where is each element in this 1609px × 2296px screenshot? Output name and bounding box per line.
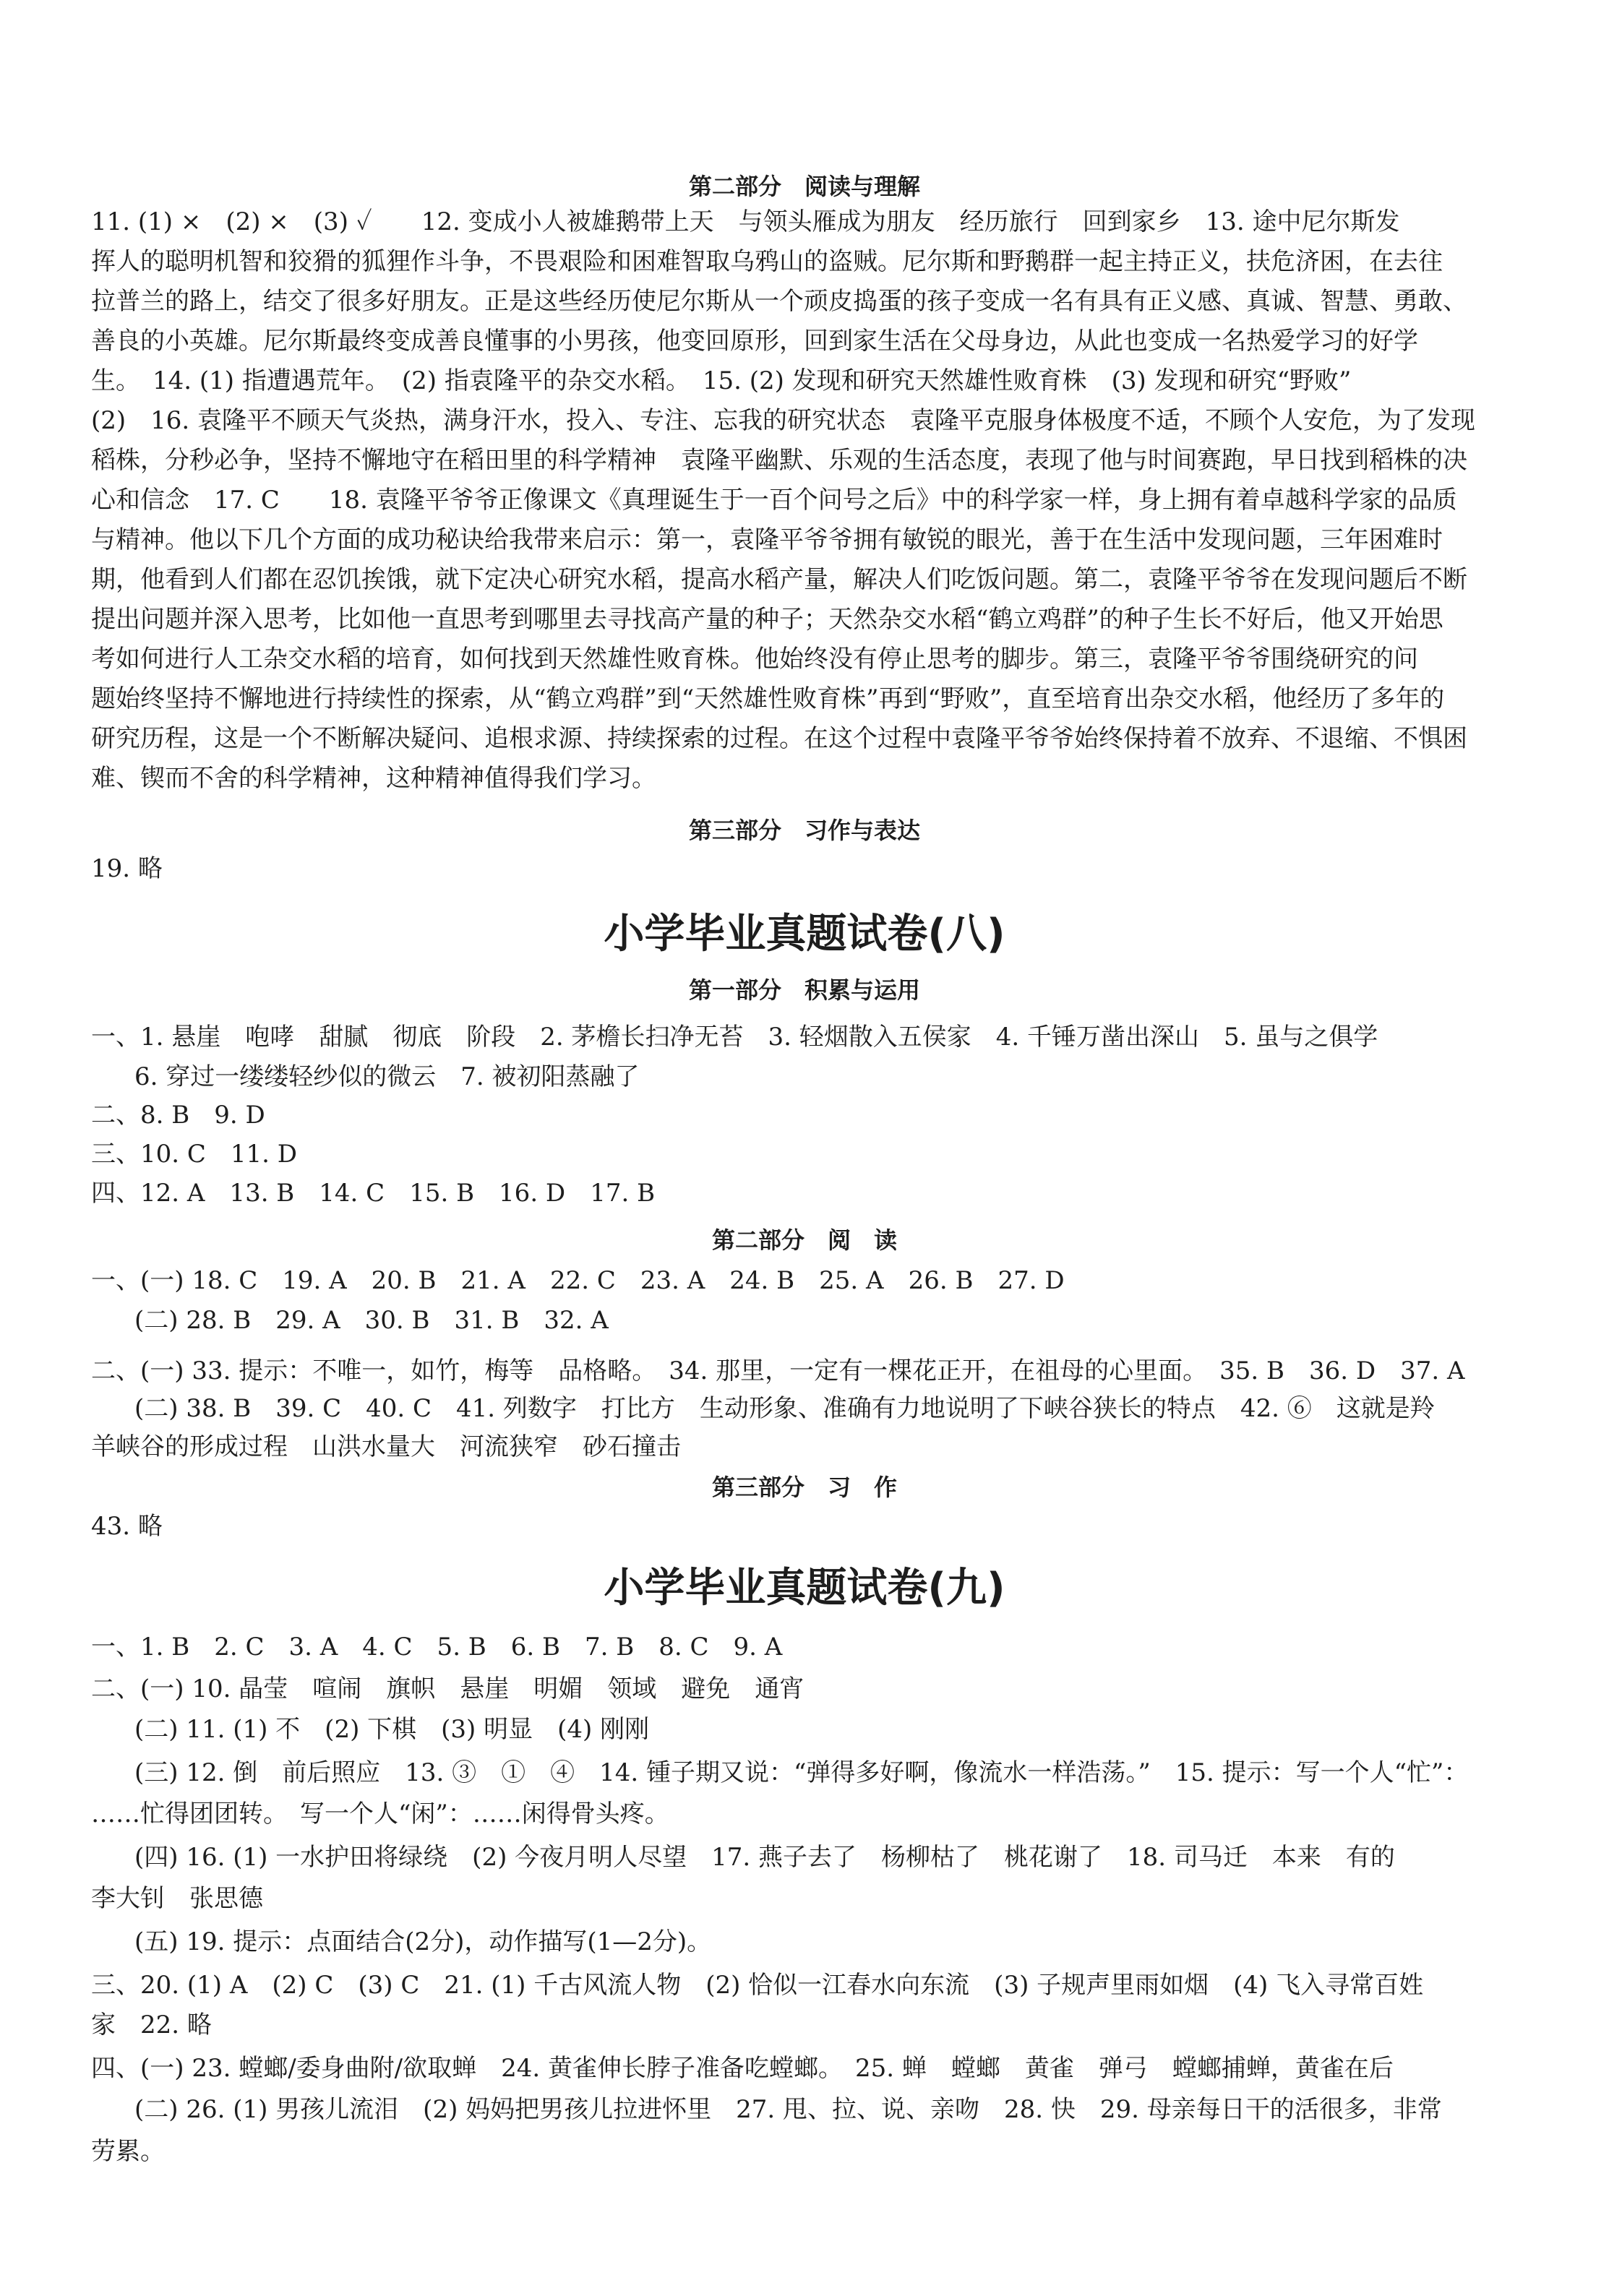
- answer-line: 李大钊 张思德: [91, 1884, 263, 1913]
- answer-line: (二) 26. (1) 男孩儿流泪 (2) 妈妈把男孩儿拉进怀里 27. 甩、拉、说、亲吻 28. 快 29. 母亲每日干的活很多，非常: [134, 2095, 1442, 2124]
- answer-line: 一、1. B 2. C 3. A 4. C 5. B 6. B 7. B 8. C 9. A: [91, 1633, 783, 1661]
- answer-line: 羊峡谷的形成过程 山洪水量大 河流狭窄 砂石撞击: [91, 1432, 681, 1461]
- answer-line: 劳累。: [91, 2137, 165, 2166]
- answer-line: 二、8. B 9. D: [91, 1101, 265, 1130]
- answer-line: 拉普兰的路上，结交了很多好朋友。正是这些经历使尼尔斯从一个顽皮捣蛋的孩子变成一名有具有正义感、真诚、智慧、勇敢、: [91, 287, 1467, 316]
- answer-line: (2) 16. 袁隆平不顾天气炎热，满身汗水，投入、专注、忘我的研究状态 袁隆平克服身体极度不适，不顾个人安危，为了发现: [91, 406, 1476, 435]
- answer-line: 稻株，分秒必争，坚持不懈地守在稻田里的科学精神 袁隆平幽默、乐观的生活态度，表现了他与时间赛跑，早日找到稻株的决: [91, 446, 1467, 475]
- section-heading: 第二部分 阅 读: [711, 1226, 897, 1254]
- answer-line: 6. 穿过一缕缕轻纱似的微云 7. 被初阳蒸融了: [134, 1062, 640, 1091]
- answer-line: 三、20. (1) A (2) C (3) C 21. (1) 千古风流人物 (2) 恰似一江春水向东流 (3) 子规声里雨如烟 (4) 飞入寻常百姓: [91, 1971, 1424, 2000]
- answer-line: 二、(一) 10. 晶莹 喧闹 旗帜 悬崖 明媚 领域 避免 通宵: [91, 1674, 804, 1703]
- answer-line: 挥人的聪明机智和狡猾的狐狸作斗争，不畏艰险和困难智取乌鸦山的盗贼。尼尔斯和野鹅群一起主持正义，扶危济困，在去往: [91, 247, 1443, 276]
- answer-line: 二、(一) 33. 提示：不唯一，如竹，梅等 品格略。 34. 那里，一定有一棵花正开，在祖母的心里面。 35. B 36. D 37. A: [91, 1356, 1465, 1385]
- section-heading: 第三部分 习作与表达: [688, 817, 920, 844]
- answer-line: 四、(一) 23. 螳螂/委身曲附/欲取蝉 24. 黄雀伸长脖子准备吃螳螂。 25. 蝉 螳螂 黄雀 弹弓 螳螂捕蝉，黄雀在后: [91, 2054, 1394, 2083]
- answer-line: 难、锲而不舍的科学精神，这种精神值得我们学习。: [91, 764, 656, 793]
- answer-line: 一、(一) 18. C 19. A 20. B 21. A 22. C 23. A 24. B 25. A 26. B 27. D: [91, 1266, 1065, 1295]
- section-heading: 第一部分 积累与运用: [688, 976, 920, 1004]
- answer-line: (四) 16. (1) 一水护田将绿绕 (2) 今夜月明人尽望 17. 燕子去了 杨柳枯了 桃花谢了 18. 司马迁 本来 有的: [134, 1843, 1395, 1872]
- answer-line: 期，他看到人们都在忍饥挨饿，就下定决心研究水稻，提高水稻产量，解决人们吃饭问题。第二，袁隆平爷爷在发现问题后不断: [91, 565, 1467, 594]
- answer-line: 考如何进行人工杂交水稻的培育，如何找到天然雄性败育株。他始终没有停止思考的脚步。第三，袁隆平爷爷围绕研究的问: [91, 645, 1418, 674]
- answer-line: 与精神。他以下几个方面的成功秘诀给我带来启示：第一，袁隆平爷爷拥有敏锐的眼光，善于在生活中发现问题，三年困难时: [91, 525, 1443, 554]
- answer-line: 19. 略: [91, 854, 163, 883]
- answer-line: 题始终坚持不懈地进行持续性的探索，从“鹤立鸡群”到“天然雄性败育株”再到“野败”，直至培育出杂交水稻，他经历了多年的: [91, 684, 1445, 713]
- exam-title: 小学毕业真题试卷(八): [604, 911, 1005, 958]
- answer-line: 研究历程，这是一个不断解决疑问、追根求源、持续探索的过程。在这个过程中袁隆平爷爷始终保持着不放弃、不退缩、不惧困: [91, 724, 1467, 753]
- answer-line: (三) 12. 倒 前后照应 13. ③ ① ④ 14. 锺子期又说：“弹得多好啊，像流水一样浩荡。” 15. 提示：写一个人“忙”：: [134, 1758, 1469, 1787]
- section-heading: 第二部分 阅读与理解: [688, 173, 920, 200]
- answer-line: 生。 14. (1) 指遭遇荒年。 (2) 指袁隆平的杂交水稻。 15. (2) 发现和研究天然雄性败育株 (3) 发现和研究“野败”: [91, 366, 1352, 395]
- answer-line: (二) 11. (1) 不 (2) 下棋 (3) 明显 (4) 刚刚: [134, 1715, 650, 1744]
- answer-line: 心和信念 17. C 18. 袁隆平爷爷正像课文《真理诞生于一百个问号之后》中的科学家一样，身上拥有着卓越科学家的品质: [91, 486, 1457, 515]
- answer-line: 43. 略: [91, 1512, 163, 1541]
- answer-line: 一、1. 悬崖 咆哮 甜腻 彻底 阶段 2. 茅檐长扫净无苔 3. 轻烟散入五侯家 4. 千锤万凿出深山 5. 虽与之俱学: [91, 1023, 1378, 1052]
- exam-title: 小学毕业真题试卷(九): [604, 1565, 1005, 1612]
- answer-line: 家 22. 略: [91, 2011, 212, 2039]
- answer-line: ……忙得团团转。 写一个人“闲”：……闲得骨头疼。: [91, 1800, 669, 1828]
- answer-line: 三、10. C 11. D: [91, 1140, 298, 1169]
- answer-line: 善良的小英雄。尼尔斯最终变成善良懂事的小男孩，他变回原形，回到家生活在父母身边，从此也变成一名热爱学习的好学: [91, 327, 1418, 356]
- answer-line: 提出问题并深入思考，比如他一直思考到哪里去寻找高产量的种子；天然杂交水稻“鹤立鸡群”的种子生长不好后，他又开始思: [91, 605, 1443, 634]
- answer-line: (二) 28. B 29. A 30. B 31. B 32. A: [134, 1306, 609, 1335]
- answer-line: 四、12. A 13. B 14. C 15. B 16. D 17. B: [91, 1179, 656, 1208]
- answer-line: (五) 19. 提示：点面结合(2分)，动作描写(1—2分)。: [134, 1927, 712, 1956]
- section-heading: 第三部分 习 作: [711, 1474, 897, 1501]
- answer-line: 11. (1) × (2) × (3) ✓ 12. 变成小人被雄鹅带上天 与领头雁成为朋友 经历旅行 回到家乡 13. 途中尼尔斯发: [91, 207, 1400, 236]
- answer-line: (二) 38. B 39. C 40. C 41. 列数字 打比方 生动形象、准确有力地说明了下峡谷狭长的特点 42. ⑥ 这就是羚: [134, 1394, 1435, 1423]
